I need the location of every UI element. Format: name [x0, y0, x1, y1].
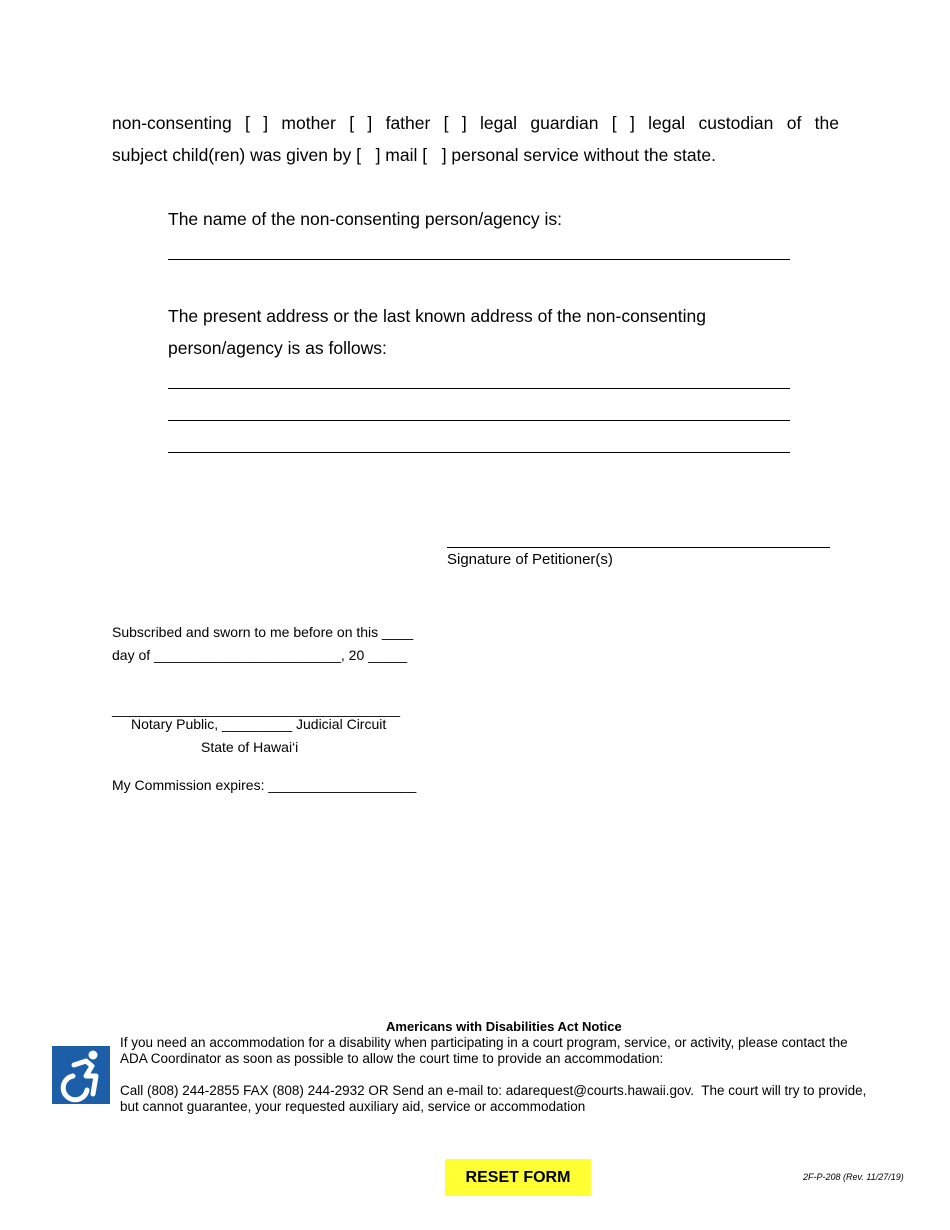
- ada-text-line-3: Call (808) 244-2855 FAX (808) 244-2932 OR Send an e-mail to: adarequest@courts.hawaii.gov. The court will try to provide,: [120, 1083, 867, 1098]
- service-notice-line-2: subject child(ren) was given by [ ] mail [ ] personal service without the state.: [112, 145, 717, 165]
- ada-notice-title: Americans with Disabilities Act Notice: [386, 1019, 622, 1034]
- address-label-line-1: The present address or the last known address of the non-consenting: [168, 306, 706, 326]
- petitioner-signature-line[interactable]: [447, 547, 830, 548]
- reset-form-button[interactable]: RESET FORM: [445, 1159, 591, 1196]
- name-label: The name of the non-consenting person/agency is:: [168, 209, 562, 229]
- notary-signature-rule[interactable]: _____________________________________: [112, 701, 401, 717]
- sworn-line-1: Subscribed and sworn to me before on this ____: [112, 624, 414, 640]
- address-blank-line-1[interactable]: [168, 388, 790, 389]
- commission-expires: My Commission expires: ___________________: [112, 777, 417, 793]
- accessibility-icon: [52, 1046, 110, 1104]
- sworn-line-2: day of ________________________, 20 _____: [112, 647, 408, 663]
- ada-text-line-1: If you need an accommodation for a disability when participating in a court program, service, or activity, please contact the: [120, 1035, 848, 1050]
- notary-title: Notary Public, _________ Judicial Circuit: [131, 716, 387, 732]
- petitioner-signature-label: Signature of Petitioner(s): [447, 551, 613, 568]
- ada-text-line-2: ADA Coordinator as soon as possible to allow the court time to provide an accommodation:: [120, 1051, 664, 1066]
- address-blank-line-3[interactable]: [168, 452, 790, 453]
- notary-state: State of Hawai‘i: [201, 739, 299, 755]
- address-blank-line-2[interactable]: [168, 420, 790, 421]
- service-notice-line-1: non-consenting [ ] mother [ ] father [ ] legal guardian [ ] legal custodian of the: [112, 113, 839, 133]
- address-label-line-2: person/agency is as follows:: [168, 338, 387, 358]
- form-number: 2F-P-208 (Rev. 11/27/19): [803, 1172, 904, 1182]
- ada-text-line-4: but cannot guarantee, your requested auxiliary aid, service or accommodation: [120, 1099, 586, 1114]
- name-blank-line[interactable]: [168, 259, 790, 260]
